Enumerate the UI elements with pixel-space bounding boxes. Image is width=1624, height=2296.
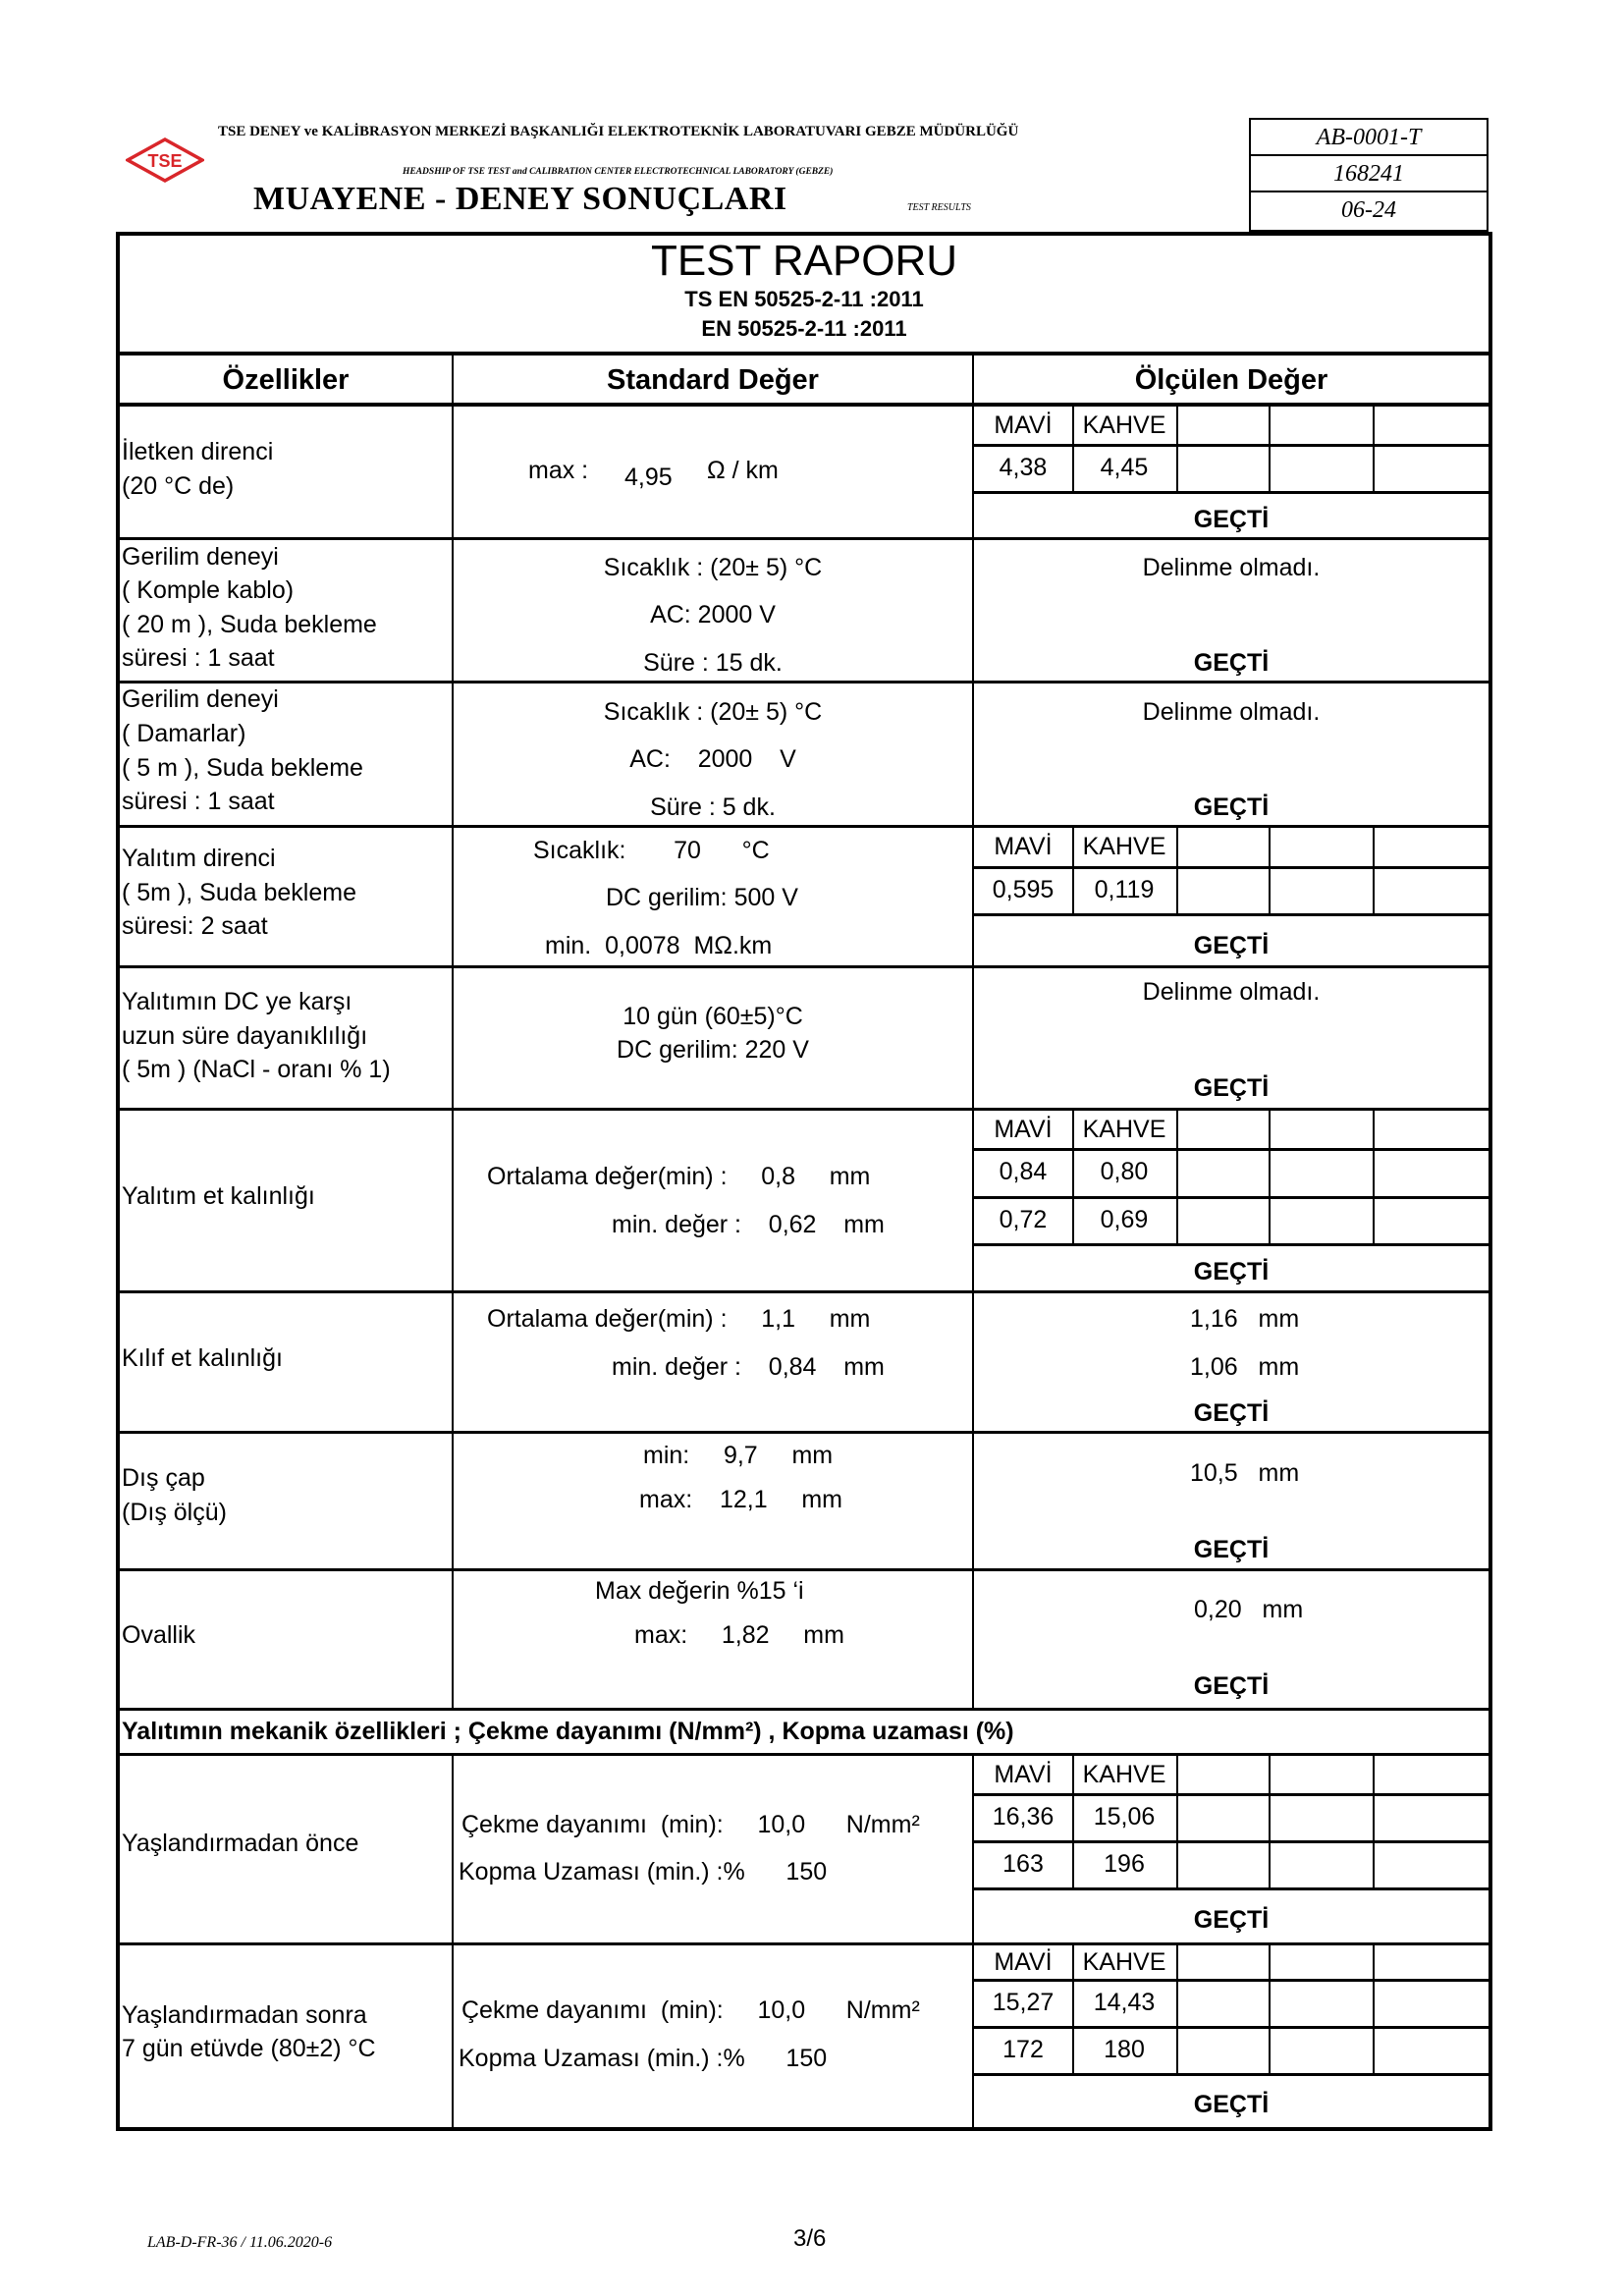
divider	[116, 1568, 1492, 1571]
result-pass: GEÇTİ	[1193, 1258, 1270, 1285]
std-after-aging-tensile: Çekme dayanımı (min): 10,0 N/mm²	[461, 1996, 920, 2024]
measured-no-breakdown: Delinme olmadı.	[1142, 698, 1321, 726]
value-mavi: 16,36	[992, 1803, 1055, 1831]
grid-line	[1373, 1945, 1375, 2073]
result-pass: GEÇTİ	[1193, 1672, 1270, 1700]
property-dc-line2: uzun süre dayanıklılığı	[122, 1022, 368, 1050]
std-ovality-rule: Max değerin %15 ‘i	[595, 1577, 804, 1605]
property-voltage-cable-line4: süresi : 1 saat	[122, 644, 275, 672]
result-pass: GEÇTİ	[1193, 1074, 1270, 1102]
divider	[116, 1431, 1492, 1434]
header-mavi: MAVİ	[994, 411, 1053, 439]
std-sheath-thickness-avg: Ortalama değer(min) : 1,1 mm	[487, 1305, 871, 1333]
std-conductor-prefix: max :	[528, 457, 589, 484]
header-mavi: MAVİ	[994, 1761, 1053, 1788]
logo-text: TSE	[147, 151, 183, 171]
grid-line	[974, 491, 1489, 494]
result-pass: GEÇTİ	[1193, 506, 1270, 533]
report-title: TEST RAPORU	[650, 237, 958, 285]
header-kahve: KAHVE	[1082, 833, 1166, 860]
std-before-aging-elongation: Kopma Uzaması (min.) :% 150	[459, 1858, 828, 1886]
report-title-block	[120, 236, 1489, 352]
std-outer-diameter-max: max: 12,1 mm	[639, 1486, 842, 1513]
value-mavi: 163	[1002, 1850, 1044, 1878]
grid-line	[974, 2073, 1489, 2076]
form-code: AB-0001-T	[1251, 120, 1487, 156]
value-mavi: 0,595	[992, 876, 1055, 903]
header-kahve: KAHVE	[1082, 1761, 1166, 1788]
value-kahve: 4,45	[1100, 454, 1149, 481]
std-voltage-cable-ac: AC: 2000 V	[650, 601, 776, 629]
grid-line	[1176, 828, 1178, 913]
property-after-aging-line2: 7 gün etüvde (80±2) °C	[122, 2035, 376, 2062]
mechanical-properties-header: Yalıtımın mekanik özellikleri ; Çekme dayanımı (N/mm²) , Kopma uzaması (%)	[122, 1718, 1014, 1745]
grid-line	[1176, 1111, 1178, 1243]
grid-line	[1176, 1756, 1178, 1887]
property-insulation-res-line1: Yalıtım direnci	[122, 845, 276, 872]
property-before-aging: Yaşlandırmadan önce	[122, 1830, 359, 1857]
measured-outer-diameter: 10,5 mm	[1190, 1459, 1300, 1487]
property-insulation-res-line2: ( 5m ), Suda bekleme	[122, 879, 356, 906]
property-voltage-cores-line1: Gerilim deneyi	[122, 685, 279, 713]
result-pass: GEÇTİ	[1193, 932, 1270, 959]
property-voltage-cable-line2: ( Komple kablo)	[122, 576, 295, 604]
property-voltage-cores-line2: ( Damarlar)	[122, 720, 246, 747]
standard-ts: TS EN 50525-2-11 :2011	[684, 287, 924, 311]
header-kahve: KAHVE	[1082, 411, 1166, 439]
std-before-aging-tensile: Çekme dayanımı (min): 10,0 N/mm²	[461, 1811, 920, 1838]
std-voltage-cores-temp: Sıcaklık : (20± 5) °C	[603, 698, 823, 726]
std-dc-voltage: DC gerilim: 220 V	[617, 1036, 809, 1064]
property-ovality: Ovallik	[122, 1621, 196, 1649]
header-kahve: KAHVE	[1082, 1116, 1166, 1143]
grid-line	[974, 913, 1489, 916]
grid-line	[1373, 828, 1375, 913]
tse-logo-icon	[126, 137, 204, 183]
property-voltage-cable-line1: Gerilim deneyi	[122, 543, 279, 571]
document-code-box	[1249, 118, 1489, 232]
property-insulation-thickness: Yalıtım et kalınlığı	[122, 1182, 315, 1210]
grid-line	[1269, 1945, 1271, 2073]
grid-line	[1373, 1756, 1375, 1887]
std-insulation-res-dc: DC gerilim: 500 V	[606, 884, 798, 911]
grid-line	[1176, 407, 1178, 491]
property-after-aging-line1: Yaşlandırmadan sonra	[122, 2001, 367, 2029]
divider	[116, 1108, 1492, 1111]
result-pass: GEÇTİ	[1193, 1536, 1270, 1563]
value-kahve: 14,43	[1093, 1989, 1156, 2016]
std-voltage-cable-duration: Süre : 15 dk.	[643, 649, 783, 677]
std-ovality-max: max: 1,82 mm	[634, 1621, 844, 1649]
value-kahve: 196	[1104, 1850, 1145, 1878]
property-conductor-line2: (20 °C de)	[122, 472, 235, 500]
property-outer-diameter-line1: Dış çap	[122, 1464, 205, 1492]
std-conductor-value: 4,95	[624, 464, 673, 491]
divider	[116, 1753, 1492, 1756]
property-conductor-line1: İletken direnci	[122, 438, 274, 465]
divider	[116, 825, 1492, 828]
institution-name-en: HEADSHIP OF TSE TEST and CALIBRATION CENTER ELECTROTECHNICAL LABORATORY (GEBZE)	[403, 167, 834, 177]
value-kahve: 0,69	[1100, 1206, 1149, 1233]
result-pass: GEÇTİ	[1193, 1399, 1270, 1427]
property-voltage-cores-line4: süresi : 1 saat	[122, 788, 275, 815]
column-header-property: Özellikler	[222, 364, 350, 396]
header-mavi: MAVİ	[994, 1116, 1053, 1143]
value-kahve: 15,06	[1093, 1803, 1156, 1831]
std-insulation-res-min: min. 0,0078 MΩ.km	[545, 932, 773, 959]
document-subtitle: TEST RESULTS	[907, 202, 971, 213]
report-number: 168241	[1251, 156, 1487, 192]
std-insulation-thickness-avg: Ortalama değer(min) : 0,8 mm	[487, 1163, 871, 1190]
document-title: MUAYENE - DENEY SONUÇLARI	[253, 181, 787, 217]
header-mavi: MAVİ	[994, 833, 1053, 860]
measured-sheath-min: 1,06 mm	[1190, 1353, 1300, 1381]
header-mavi: MAVİ	[994, 1948, 1053, 1976]
grid-line	[1269, 828, 1271, 913]
grid-line	[1373, 1111, 1375, 1243]
divider	[116, 681, 1492, 683]
measured-no-breakdown: Delinme olmadı.	[1142, 978, 1321, 1006]
std-conductor-unit: Ω / km	[707, 457, 779, 484]
standard-en: EN 50525-2-11 :2011	[701, 316, 907, 341]
value-kahve: 0,80	[1100, 1158, 1149, 1185]
column-header-standard: Standard Değer	[607, 364, 819, 396]
std-sheath-thickness-min: min. değer : 0,84 mm	[612, 1353, 885, 1381]
value-mavi: 4,38	[999, 454, 1048, 481]
std-dc-duration: 10 gün (60±5)°C	[623, 1003, 803, 1030]
report-date: 06-24	[1341, 197, 1396, 223]
measured-no-breakdown: Delinme olmadı.	[1142, 554, 1321, 581]
value-mavi: 0,72	[999, 1206, 1048, 1233]
std-insulation-thickness-min: min. değer : 0,62 mm	[612, 1211, 885, 1238]
value-mavi: 172	[1002, 2036, 1044, 2063]
divider	[116, 965, 1492, 968]
result-pass: GEÇTİ	[1193, 793, 1270, 821]
institution-name-tr: TSE DENEY ve KALİBRASYON MERKEZİ BAŞKANLIĞI ELEKTROTEKNİK LABORATUVARI GEBZE MÜDÜRLÜĞÜ	[218, 124, 1019, 139]
property-sheath-thickness: Kılıf et kalınlığı	[122, 1344, 283, 1372]
std-outer-diameter-min: min: 9,7 mm	[643, 1442, 834, 1469]
grid-line	[974, 1243, 1489, 1246]
column-header-measured: Ölçülen Değer	[1134, 364, 1328, 396]
property-voltage-cores-line3: ( 5 m ), Suda bekleme	[122, 754, 363, 782]
measured-sheath-avg: 1,16 mm	[1190, 1305, 1300, 1333]
result-pass: GEÇTİ	[1193, 649, 1270, 677]
grid-line	[1373, 407, 1375, 491]
value-mavi: 0,84	[999, 1158, 1048, 1185]
property-dc-line3: ( 5m ) (NaCl - oranı % 1)	[122, 1056, 391, 1083]
property-dc-line1: Yalıtımın DC ye karşı	[122, 988, 352, 1015]
result-pass: GEÇTİ	[1193, 1906, 1270, 1934]
divider	[116, 537, 1492, 540]
value-kahve: 180	[1104, 2036, 1145, 2063]
std-voltage-cores-ac: AC: 2000 V	[629, 745, 796, 773]
divider	[116, 1290, 1492, 1293]
footer-form-code: LAB-D-FR-36 / 11.06.2020-6	[147, 2234, 333, 2251]
divider	[116, 1708, 1492, 1711]
column-divider	[452, 1755, 454, 2127]
measured-ovality: 0,20 mm	[1194, 1596, 1304, 1623]
divider	[116, 1942, 1492, 1945]
std-insulation-res-temp: Sıcaklık: 70 °C	[533, 837, 770, 864]
property-voltage-cable-line3: ( 20 m ), Suda bekleme	[122, 611, 377, 638]
property-insulation-res-line3: süresi: 2 saat	[122, 912, 268, 940]
value-mavi: 15,27	[992, 1989, 1055, 2016]
grid-line	[1269, 1111, 1271, 1243]
header-kahve: KAHVE	[1082, 1948, 1166, 1976]
page-number: 3/6	[793, 2225, 827, 2252]
grid-line	[1176, 1945, 1178, 2073]
std-voltage-cable-temp: Sıcaklık : (20± 5) °C	[603, 554, 823, 581]
value-kahve: 0,119	[1094, 876, 1155, 903]
grid-line	[1269, 1756, 1271, 1887]
std-after-aging-elongation: Kopma Uzaması (min.) :% 150	[459, 2045, 828, 2072]
grid-line	[974, 1887, 1489, 1890]
property-outer-diameter-line2: (Dış ölçü)	[122, 1499, 227, 1526]
grid-line	[1269, 407, 1271, 491]
result-pass: GEÇTİ	[1193, 2091, 1270, 2118]
std-voltage-cores-duration: Süre : 5 dk.	[650, 793, 776, 821]
